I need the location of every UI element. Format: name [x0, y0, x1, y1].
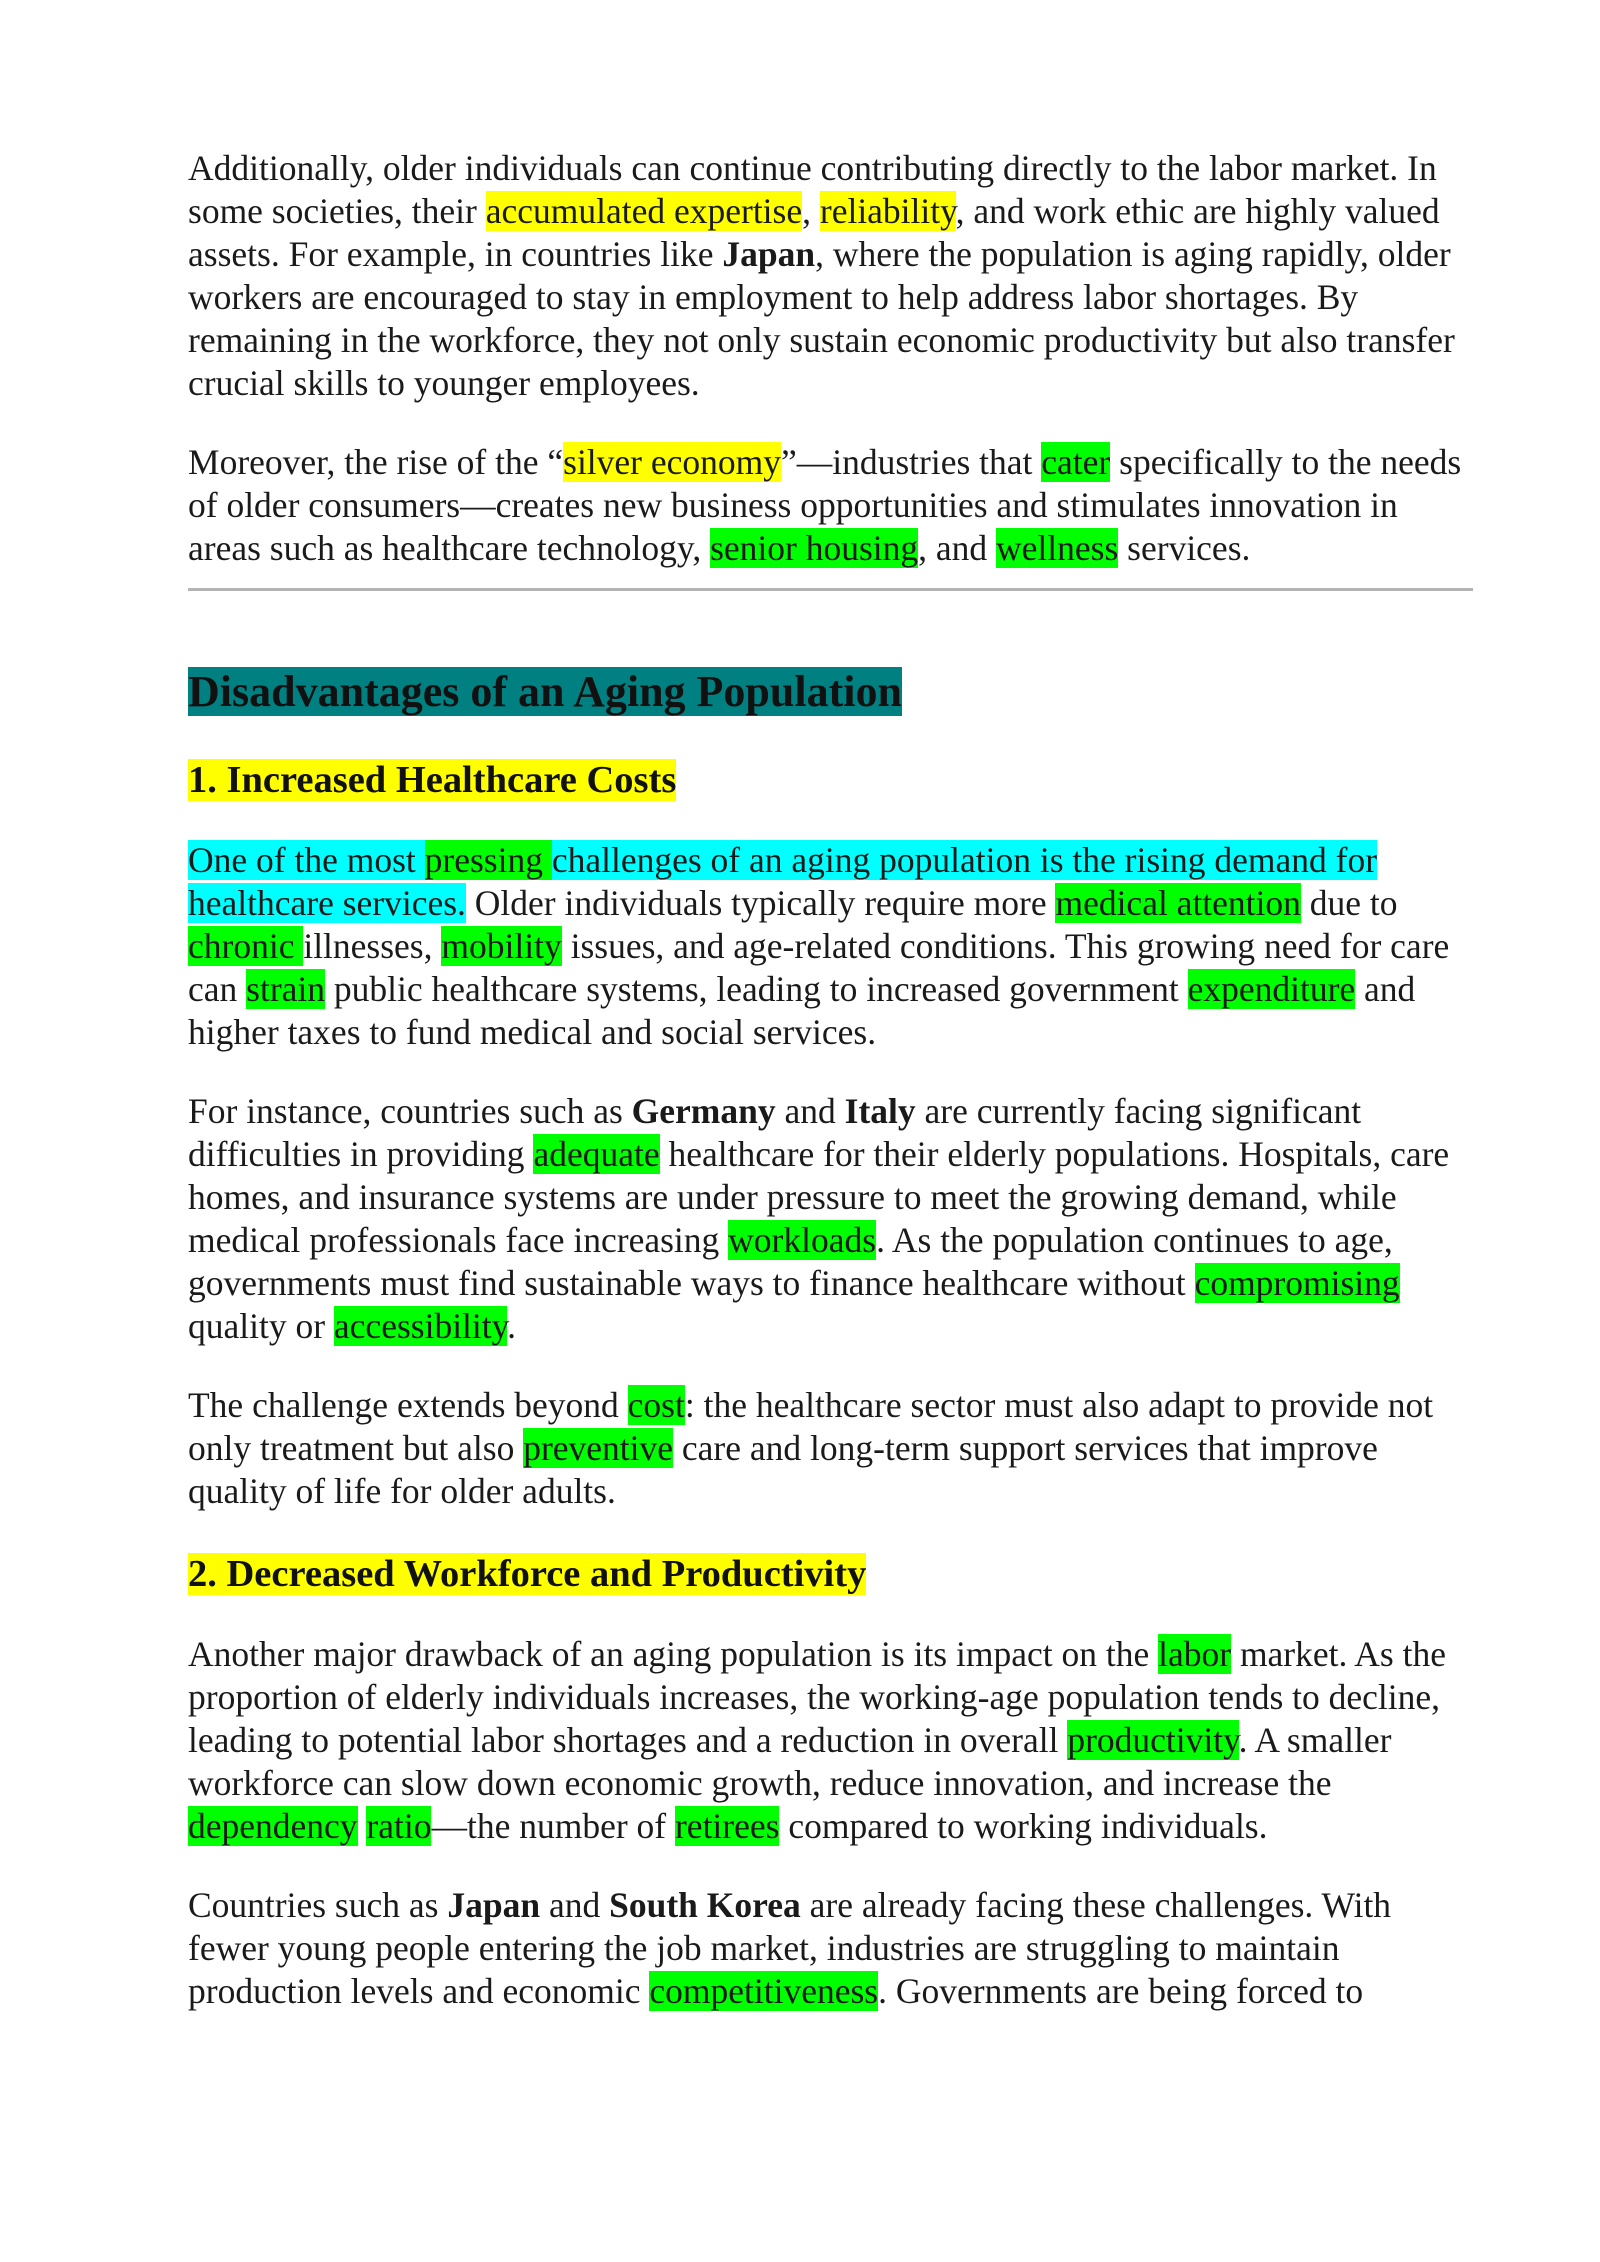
- text: and: [775, 1091, 845, 1131]
- bold-term: Japan: [722, 234, 816, 274]
- paragraph-older-workers: [188, 147, 1473, 405]
- paragraph-labor-market: [188, 1633, 1473, 1848]
- highlight-green: productivity: [1067, 1720, 1239, 1760]
- text: healthcare for their elderly populations. Hospitals, care homes, and insurance systems are under pressure to meet the growing demand, while medical professionals face increasing: [188, 1134, 1450, 1260]
- text: —the number of: [431, 1806, 675, 1846]
- bold-term: Germany: [631, 1091, 776, 1131]
- highlight-yellow: reliability: [819, 191, 956, 231]
- highlight-green: medical attention: [1055, 883, 1301, 923]
- text: specifically to the needs of older consumers—creates new business opportunities and stimulates innovation in areas such as healthcare technology,: [188, 442, 1462, 568]
- highlight-green: retirees: [674, 1806, 780, 1846]
- text: ,: [802, 191, 820, 231]
- highlight-cyan: challenges of an aging population is the rising demand for healthcare services.: [188, 840, 1378, 923]
- highlight-green: cater: [1041, 442, 1111, 482]
- highlight-green: compromising: [1194, 1263, 1400, 1303]
- heading-text: 2. Decreased Workforce and Productivity: [188, 1553, 867, 1595]
- text: .: [507, 1306, 516, 1346]
- highlight-green: adequate: [533, 1134, 660, 1174]
- text: Another major drawback of an aging population is its impact on the: [188, 1634, 1159, 1674]
- highlight-yellow: accumulated expertise: [485, 191, 803, 231]
- highlight-yellow: silver economy: [563, 442, 781, 482]
- paragraph-germany-italy: [188, 1090, 1473, 1348]
- heading-text: 1. Increased Healthcare Costs: [188, 759, 677, 801]
- highlight-green: senior housing: [710, 528, 919, 568]
- text: ”—industries that: [781, 442, 1042, 482]
- bold-term: Japan: [447, 1885, 541, 1925]
- highlight-green: preventive: [523, 1428, 674, 1468]
- text: For instance, countries such as: [188, 1091, 632, 1131]
- horizontal-divider: [188, 588, 1473, 591]
- section-heading-disadvantages: [188, 663, 1473, 721]
- highlight-green: expenditure: [1187, 969, 1356, 1009]
- text: issues, and age-related conditions. This growing need for care can: [188, 926, 1450, 1009]
- text: due to: [1300, 883, 1398, 923]
- highlight-green: ratio: [366, 1806, 432, 1846]
- highlight-cyan: One of the most: [188, 840, 425, 880]
- text: Moreover, the rise of the “: [188, 442, 564, 482]
- highlight-green: competitiveness: [649, 1971, 879, 2011]
- text: . A smaller workforce can slow down economic growth, reduce innovation, and increase the: [188, 1720, 1392, 1803]
- text: . Governments are being forced to: [878, 1971, 1364, 2011]
- highlight-green: cost: [627, 1385, 685, 1425]
- highlight-green: wellness: [996, 528, 1119, 568]
- highlight-green: strain: [246, 969, 326, 1009]
- bold-term: South Korea: [609, 1885, 801, 1925]
- highlight-green: workloads: [728, 1220, 877, 1260]
- text: . As the population continues to age, governments must find sustainable ways to finance healthcare without: [188, 1220, 1393, 1303]
- text: public healthcare systems, leading to increased government: [325, 969, 1188, 1009]
- text: , and: [918, 528, 997, 568]
- paragraph-silver-economy: [188, 441, 1473, 570]
- text: care and long-term support services that improve quality of life for older adults.: [188, 1428, 1378, 1511]
- subheading-workforce: [188, 1549, 1473, 1599]
- text: compared to working individuals.: [779, 1806, 1268, 1846]
- text: and higher taxes to fund medical and social services.: [188, 969, 1416, 1052]
- bold-term: Italy: [844, 1091, 916, 1131]
- text: services.: [1118, 528, 1251, 568]
- text: , where the population is aging rapidly, older workers are encouraged to stay in employment to help address labor shortages. By remaining in the workforce, they not only sustain economic productivity but also transfer crucial skills to younger employees.: [188, 234, 1455, 403]
- highlight-green: chronic: [188, 926, 304, 966]
- highlight-green: accessibility: [333, 1306, 508, 1346]
- text: , and work ethic are highly valued assets. For example, in countries like: [188, 191, 1440, 274]
- paragraph-japan-korea: [188, 1884, 1473, 2013]
- text: Additionally, older individuals can continue contributing directly to the labor market. In some societies, their: [188, 148, 1437, 231]
- text: are already facing these challenges. With fewer young people entering the job market, industries are struggling to maintain production levels and economic: [188, 1885, 1392, 2011]
- heading-text: Disadvantages of an Aging Population: [188, 667, 902, 716]
- highlight-green: dependency: [188, 1806, 358, 1846]
- paragraph-healthcare-demand: [188, 839, 1473, 1054]
- document-body: [188, 147, 1473, 2049]
- highlight-green: mobility: [441, 926, 562, 966]
- text: The challenge extends beyond: [188, 1385, 628, 1425]
- text: Older individuals typically require more: [465, 883, 1056, 923]
- subheading-healthcare-costs: [188, 755, 1473, 805]
- text: market. As the proportion of elderly individuals increases, the working-age population tends to decline, leading to potential labor shortages and a reduction in overall: [188, 1634, 1446, 1760]
- highlight-green: labor: [1158, 1634, 1232, 1674]
- text: are currently facing significant difficulties in providing: [188, 1091, 1362, 1174]
- text: quality or: [188, 1306, 334, 1346]
- highlight-green: pressing: [424, 840, 552, 880]
- text: : the healthcare sector must also adapt to provide not only treatment but also: [188, 1385, 1434, 1468]
- paragraph-beyond-cost: [188, 1384, 1473, 1513]
- text: illnesses,: [303, 926, 442, 966]
- text: Countries such as: [188, 1885, 448, 1925]
- text: and: [540, 1885, 610, 1925]
